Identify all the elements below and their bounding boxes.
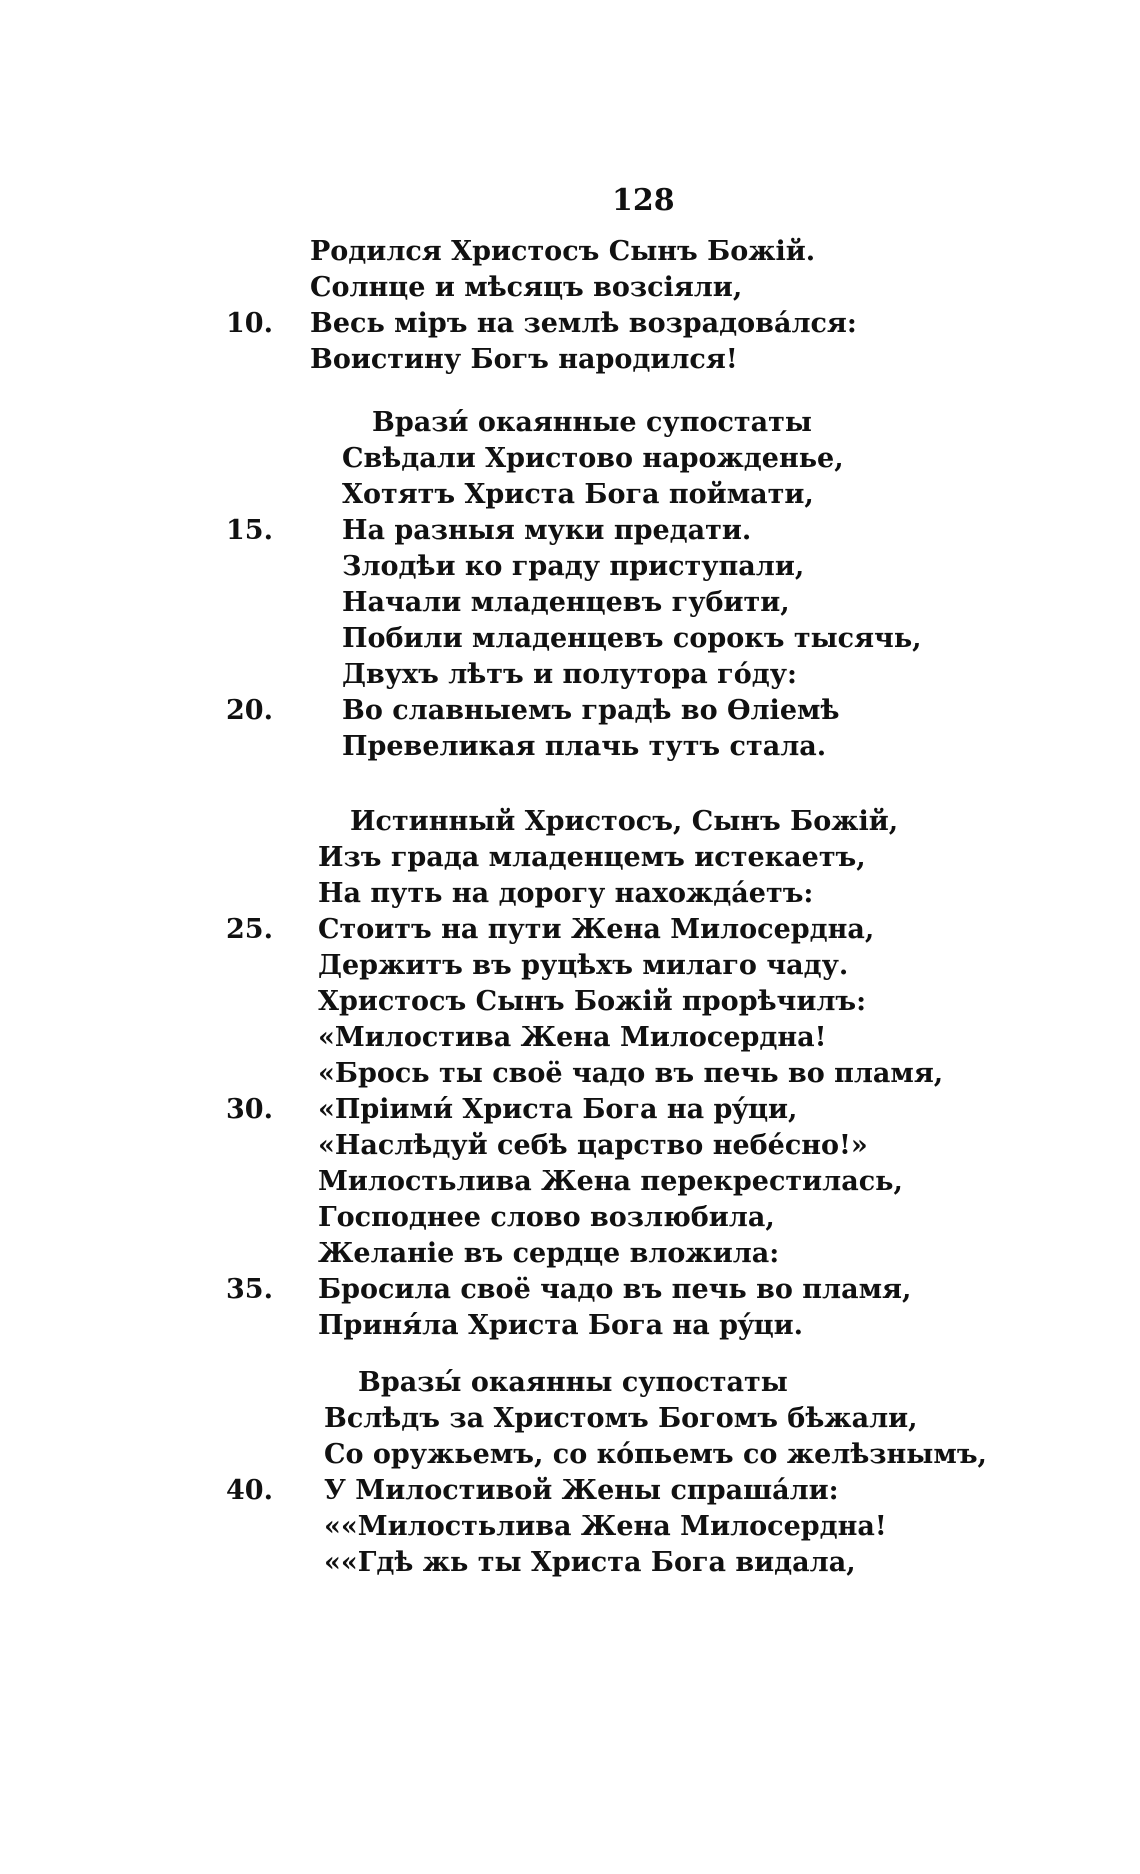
- line-text: Солнце и мѣсяцъ возсіяли,: [310, 272, 743, 303]
- poem-line: [0, 657, 1140, 693]
- line-text: На разныя муки предати.: [342, 515, 752, 546]
- page-number: 128: [612, 183, 675, 218]
- line-text: Воистину Богъ народился!: [310, 344, 738, 375]
- poem-line: [0, 1164, 1140, 1200]
- poem-line: [0, 912, 1140, 948]
- line-text: Свѣдали Христово нарожденье,: [342, 443, 844, 474]
- line-text: Со оружьемъ, со кóпьемъ со желѣзнымъ,: [324, 1439, 987, 1470]
- poem-line: [0, 1545, 1140, 1581]
- line-text: Родился Христосъ Сынъ Божій.: [310, 236, 816, 267]
- poem-line: [0, 621, 1140, 657]
- poem-line: [0, 1092, 1140, 1128]
- line-text: Весь міръ на землѣ возрадовáлся:: [310, 308, 857, 339]
- line-text: Христосъ Сынъ Божій прорѣчилъ:: [318, 986, 867, 1017]
- line-number: 25.: [226, 914, 273, 945]
- poem-line: [0, 405, 1140, 441]
- poem-line: [0, 549, 1140, 585]
- poem-line: [0, 342, 1140, 378]
- line-text: У Милостивой Жены спрашáли:: [324, 1475, 839, 1506]
- line-number: 30.: [226, 1094, 273, 1125]
- line-text: Приня́ла Христа Бога на рýци.: [318, 1310, 804, 1341]
- poem-line: [0, 876, 1140, 912]
- line-text: Держитъ въ руцѣхъ милаго чаду.: [318, 950, 849, 981]
- poem-line: [0, 1473, 1140, 1509]
- poem-line: [0, 1437, 1140, 1473]
- poem-line: [0, 477, 1140, 513]
- line-text: Господнее слово возлюбила,: [318, 1202, 775, 1233]
- line-text: «Брось ты своё чадо въ печь во пламя,: [318, 1058, 944, 1089]
- line-text: «Пріими́ Христа Бога на рýци,: [318, 1094, 798, 1125]
- line-text: Милостьлива Жена перекрестилась,: [318, 1166, 903, 1197]
- poem-line: [0, 1365, 1140, 1401]
- poem-line: [0, 1200, 1140, 1236]
- line-text: На путь на дорогу нахождáетъ:: [318, 878, 814, 909]
- line-text: Вслѣдъ за Христомъ Богомъ бѣжали,: [324, 1403, 918, 1434]
- line-text: Вразы́ окаянны супостаты: [358, 1367, 788, 1398]
- poem-line: [0, 984, 1140, 1020]
- poem-line: [0, 804, 1140, 840]
- line-number: 40.: [226, 1475, 273, 1506]
- line-text: Злодѣи ко граду приступали,: [342, 551, 805, 582]
- line-text: Врази́ окаянные супостаты: [372, 407, 812, 438]
- line-text: Начали младенцевъ губити,: [342, 587, 790, 618]
- poem-line: [0, 1272, 1140, 1308]
- poem-line: [0, 1020, 1140, 1056]
- line-text: Во славныемъ градѣ во Ѳліемѣ: [342, 695, 840, 726]
- poem-line: [0, 234, 1140, 270]
- poem-line: [0, 270, 1140, 306]
- line-text: Бросила своё чадо въ печь во пламя,: [318, 1274, 912, 1305]
- line-text: Превеликая плачь тутъ стала.: [342, 731, 827, 762]
- poem-line: [0, 948, 1140, 984]
- line-text: Побили младенцевъ сорокъ тысячь,: [342, 623, 922, 654]
- line-number: 20.: [226, 695, 273, 726]
- poem-line: [0, 513, 1140, 549]
- poem-line: [0, 729, 1140, 765]
- poem-line: [0, 1308, 1140, 1344]
- line-number: 10.: [226, 308, 273, 339]
- poem-line: [0, 585, 1140, 621]
- line-text: «Милостива Жена Милосердна!: [318, 1022, 827, 1053]
- poem-line: [0, 1056, 1140, 1092]
- poem-line: [0, 306, 1140, 342]
- line-number: 35.: [226, 1274, 273, 1305]
- line-text: «Наслѣдуй себѣ царство небéсно!»: [318, 1130, 868, 1161]
- poem-line: [0, 441, 1140, 477]
- line-text: Двухъ лѣтъ и полутора гóду:: [342, 659, 797, 690]
- line-text: Изъ града младенцемъ истекаетъ,: [318, 842, 866, 873]
- line-text: Желаніе въ сердце вложила:: [318, 1238, 780, 1269]
- line-number: 15.: [226, 515, 273, 546]
- line-text: Истинный Христосъ, Сынъ Божій,: [350, 806, 899, 837]
- line-text: ««Милостьлива Жена Милосердна!: [324, 1511, 887, 1542]
- poem-line: [0, 840, 1140, 876]
- poem-line: [0, 693, 1140, 729]
- poem-line: [0, 1509, 1140, 1545]
- poem-line: [0, 1401, 1140, 1437]
- poem-line: [0, 1236, 1140, 1272]
- line-text: ««Гдѣ жь ты Христа Бога видала,: [324, 1547, 856, 1578]
- poem-line: [0, 1128, 1140, 1164]
- line-text: Стоитъ на пути Жена Милосердна,: [318, 914, 875, 945]
- line-text: Хотятъ Христа Бога поймати,: [342, 479, 814, 510]
